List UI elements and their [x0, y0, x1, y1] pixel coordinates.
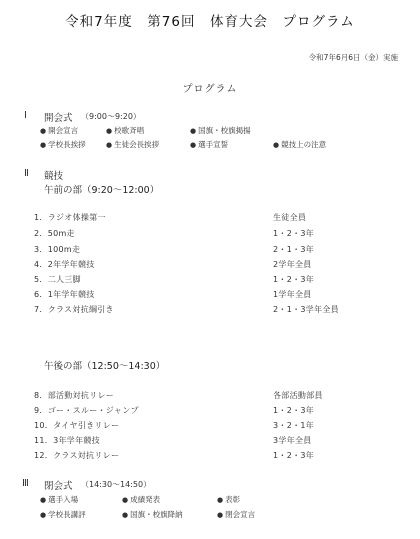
section-2-title: 競技	[44, 171, 64, 182]
event-name: 3．100m走	[34, 245, 81, 254]
opening-item: ● 生徒会長挨拶	[106, 139, 159, 150]
opening-item: ● 開会宣言	[40, 125, 78, 136]
event-name: 1．ラジオ体操第一	[34, 213, 106, 222]
closing-item: ● 学校長講評	[40, 509, 86, 520]
event-participants: 1・2・3年	[273, 451, 315, 460]
closing-item: ● 国旗・校旗降納	[122, 509, 183, 520]
event-date: 令和7年6月6日（金）実施	[308, 53, 398, 62]
closing-item: ● 閉会宣言	[217, 509, 255, 520]
morning-heading: 午前の部（9:20～12:00）	[44, 185, 160, 196]
page-title: 令和7年度 第76回 体育大会 プログラム	[65, 14, 355, 30]
opening-item: ● 国旗・校旗掲揚	[190, 125, 251, 136]
event-participants: 2・1・3年	[273, 245, 315, 254]
event-participants: 3学年全員	[273, 436, 312, 445]
opening-item: ● 競技上の注意	[273, 139, 326, 150]
event-name: 10．タイヤ引きリレー	[34, 421, 120, 430]
event-participants: 2学年全員	[273, 260, 312, 269]
section-3-title: 閉会式	[44, 481, 73, 492]
event-name: 5．二人三脚	[34, 275, 81, 284]
section-3-number: Ⅲ	[22, 478, 29, 489]
event-participants: 2・1・3学年全員	[273, 305, 339, 314]
event-name: 8．部活動対抗リレー	[34, 391, 115, 400]
event-participants: 生徒全員	[273, 213, 307, 222]
event-participants: 1・2・3年	[273, 275, 315, 284]
event-name: 9．ゴー・スルー・ジャンプ	[34, 406, 139, 415]
section-2-number: Ⅱ	[24, 168, 29, 179]
opening-item: ● 校歌斉唱	[106, 125, 144, 136]
closing-item: ● 選手入場	[40, 494, 78, 505]
event-name: 12．クラス対抗リレー	[34, 451, 120, 460]
opening-item: ● 選手宣誓	[190, 139, 228, 150]
section-1-title: 開会式	[44, 113, 73, 124]
afternoon-heading: 午後の部（12:50～14:30）	[44, 361, 166, 372]
event-participants: 1学年全員	[273, 290, 312, 299]
section-1-time: （9:00～9:20）	[81, 112, 141, 121]
section-1-number: Ⅰ	[24, 110, 27, 121]
closing-item: ● 表彰	[217, 494, 240, 505]
event-name: 7．クラス対抗綱引き	[34, 305, 114, 314]
section-3-time: （14:30～14:50）	[81, 480, 152, 489]
program-heading: プログラム	[182, 84, 238, 95]
event-name: 6．1年学年競技	[34, 290, 95, 299]
event-participants: 1・2・3年	[273, 229, 315, 238]
closing-item: ● 成績発表	[122, 494, 160, 505]
event-participants: 1・2・3年	[273, 406, 315, 415]
event-participants: 3・2・1年	[273, 421, 315, 430]
event-name: 2．50m走	[34, 229, 75, 238]
event-name: 4．2年学年競技	[34, 260, 95, 269]
event-participants: 各部活動部員	[273, 391, 323, 400]
opening-item: ● 学校長挨拶	[40, 139, 86, 150]
event-name: 11．3年学年競技	[34, 436, 100, 445]
